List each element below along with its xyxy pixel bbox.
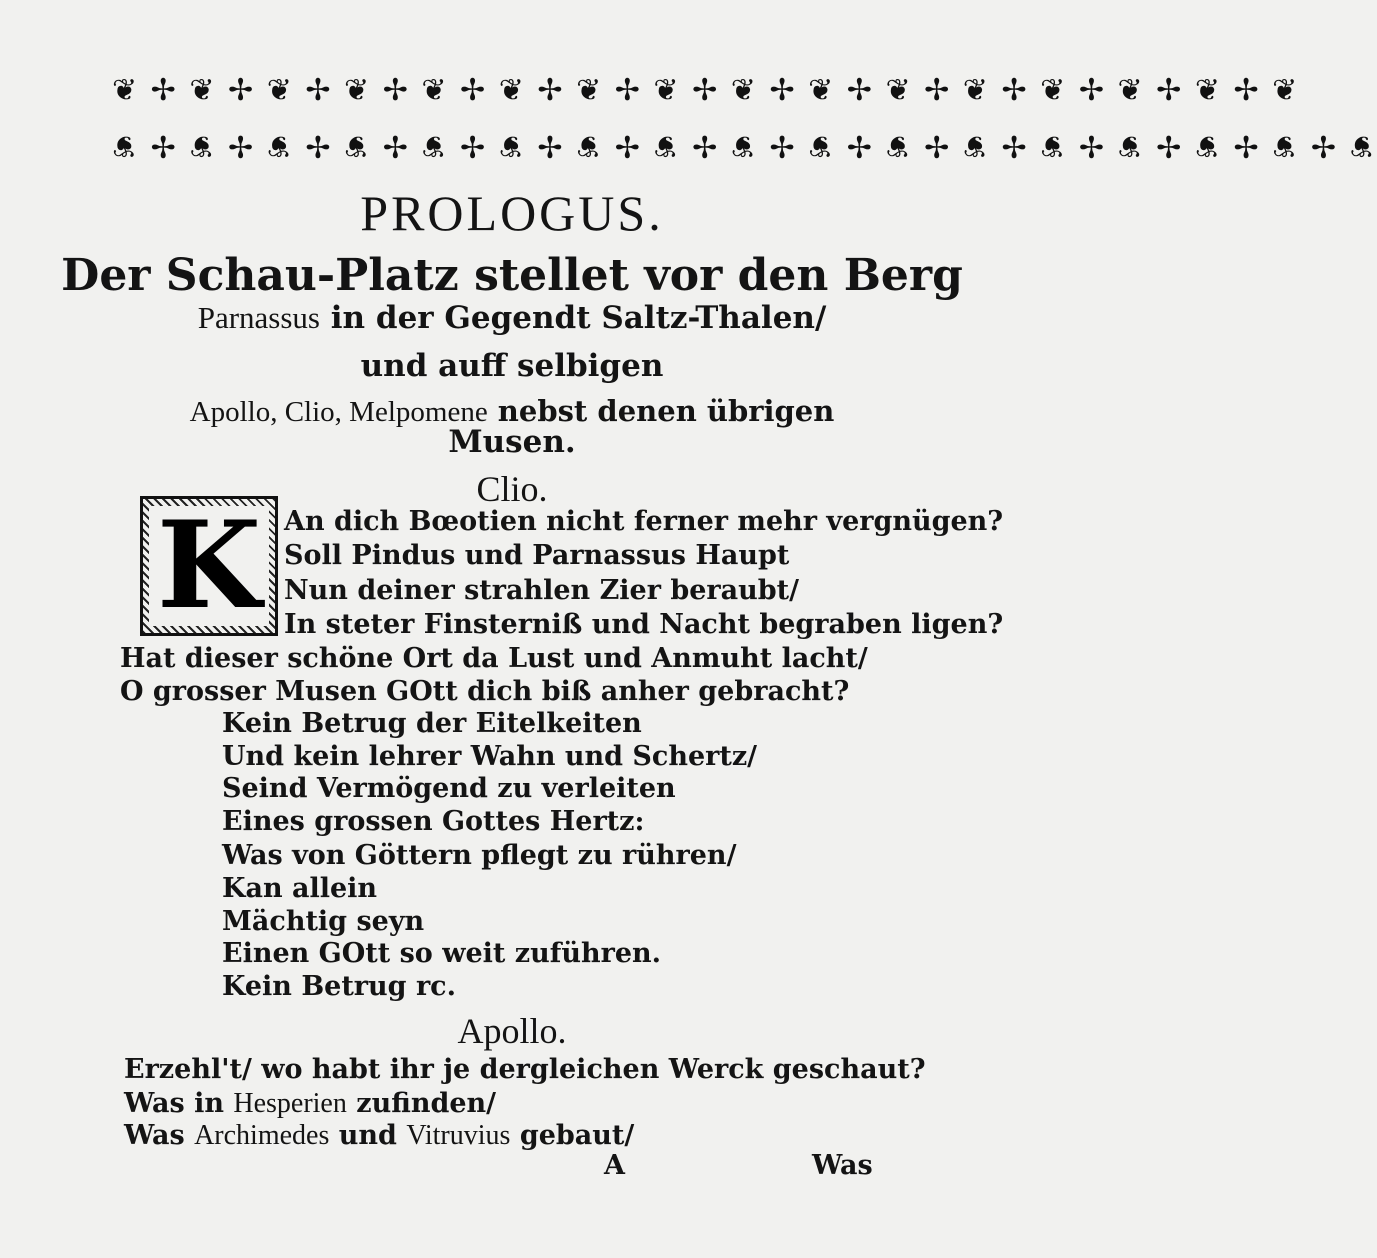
verse-line: Nun deiner strahlen Zier beraubt/ [284,575,799,606]
verse-line: Mächtig seyn [222,906,425,937]
decorated-initial [140,496,278,636]
person-name: Vitruvius [406,1120,511,1151]
verse-line: Eines grossen Gottes Hertz: [222,806,645,837]
verse-text: Was [124,1120,195,1151]
scene-heading-line-1: Der Schau-Platz stellet vor den Berg [61,250,963,301]
verse-line: Kein Betrug der Eitelkeiten [222,708,642,739]
verse-line: Seind Vermögend zu verleiten [222,773,676,804]
verse-line [124,1054,926,1085]
verse-line: Kan allein [222,873,378,904]
verse-line: O grosser Musen GOtt dich biß anher gebracht? [120,676,850,707]
scene-heading-line-2-rest: in der Gegendt Saltz-Thalen/ [330,300,827,336]
verse-text: gebaut/ [510,1120,635,1151]
verse-text: zufinden/ [346,1088,497,1119]
verse-line: Was von Göttern pflegt zu rühren/ [222,840,737,871]
speaker-apollo: Apollo. [457,1011,567,1051]
verse-line: Kein Betrug rc. [222,971,457,1002]
scene-heading-line-5: Musen. [448,424,576,460]
initial-letter: K [149,506,269,626]
scene-heading-line-4-rest: nebst denen übrigen [497,394,835,428]
verse-line [124,1120,634,1152]
verse-text: und [329,1120,407,1151]
verse-line [124,1088,496,1120]
verse-line: Und kein lehrer Wahn und Schertz/ [222,741,758,772]
scene-heading-line-2 [0,300,1024,336]
speaker-clio: Clio. [476,469,548,509]
verse-line: In steter Finsterniß und Nacht begraben ligen? [284,609,1004,640]
catchword: Was [812,1150,873,1181]
scene-heading-line-3: und auff selbigen [360,348,664,384]
signature-mark: A [604,1150,625,1181]
place-name: Parnassus [197,300,320,335]
page-title: PROLOGUS. [360,185,664,241]
verse-text: Erzehl't/ wo habt ihr je dergleichen Werck geschaut? [124,1054,926,1085]
character-names: Apollo, Clio, Melpomene [189,396,488,428]
ornament-border-bottom: ❦ ✢ ❦ ✢ ❦ ✢ ❦ ✢ ❦ ✢ ❦ ✢ ❦ ✢ ❦ ✢ ❦ ✢ ❦ ✢ ❦ ✢ ❦ ✢ ❦ ✢ ❦ ✢ ❦ ✢ ❦ ✢ ❦ [112,128,1377,163]
verse-line: Soll Pindus und Parnassus Haupt [284,540,790,571]
verse-line: An dich Bœotien nicht ferner mehr vergnügen? [284,506,1004,537]
verse-text: Was in [124,1088,234,1119]
person-name: Archimedes [194,1120,330,1151]
ornament-border-top: ❦ ✢ ❦ ✢ ❦ ✢ ❦ ✢ ❦ ✢ ❦ ✢ ❦ ✢ ❦ ✢ ❦ ✢ ❦ ✢ ❦ ✢ ❦ ✢ ❦ ✢ ❦ ✢ ❦ ✢ ❦ [112,73,1300,108]
verse-line: Hat dieser schöne Ort da Lust und Anmuht lacht/ [120,643,868,674]
place-name: Hesperien [233,1088,347,1119]
verse-line: Einen GOtt so weit zuführen. [222,938,662,969]
